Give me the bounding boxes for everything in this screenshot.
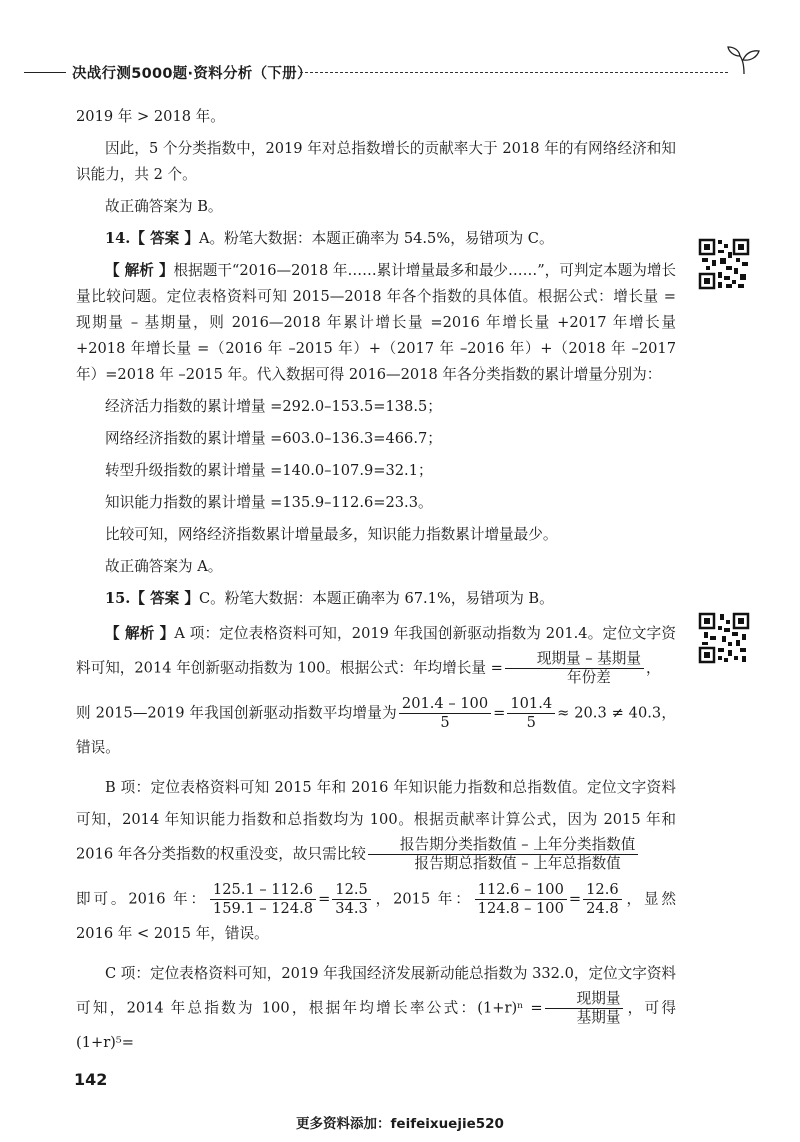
option-a-text: A 项：定位表格资料可知，2019 年我国创新驱动指数为 201.4。定位文字资料可知，2014 年创新驱动指数为 100。根据公式：年均增长量 = xyxy=(76,625,676,677)
q15-answer xyxy=(76,586,676,612)
fraction-numerator: 报告期分类指数值 – 上年分类指数值 xyxy=(368,836,638,855)
equals-sign: = xyxy=(568,890,582,908)
paragraph: 因此，5 个分类指数中，2019 年对总指数增长的贡献率大于 2018 年的有网络经济和知识能力，共 2 个。 xyxy=(76,140,676,183)
fraction-denominator: 基期量 xyxy=(576,1009,621,1026)
option-b-text: ，2015 年： xyxy=(372,890,473,908)
fraction-numerator: 12.6 xyxy=(583,881,622,900)
fraction-numerator: 12.5 xyxy=(332,881,371,900)
paragraph: 2019 年 > 2018 年。 xyxy=(76,108,225,125)
option-b-text: ，显然 2016 年 < 2015 年，错误。 xyxy=(76,890,676,942)
equals-sign: = xyxy=(493,704,506,722)
calc-line: 转型升级指数的累计增量 =140.0–107.9=32.1； xyxy=(105,462,433,479)
analysis-label: 【 解析 】 xyxy=(105,625,175,642)
option-c-text: C 项：定位表格资料可知，2019 年我国经济发展新动能总指数为 332.0，定位文字资料可知，2014 年总指数为 100，根据年均增长率公式：(1+r)ⁿ = xyxy=(76,965,677,1017)
calc-line: 比较可知，网络经济指数累计增量最多，知识能力指数累计增量最少。 xyxy=(105,526,558,543)
fraction-numerator: 101.4 xyxy=(507,695,555,714)
q14-answer xyxy=(76,226,676,252)
calc-line: 故正确答案为 A。 xyxy=(105,558,223,575)
fraction-denominator: 34.3 xyxy=(335,900,368,917)
fraction-numerator: 125.1 – 112.6 xyxy=(210,881,316,900)
fraction xyxy=(583,881,622,918)
fraction-denominator: 124.8 – 100 xyxy=(477,900,564,917)
option-b-text: B 项：定位表格资料可知 2015 年和 2016 年知识能力指数和总指数值。定位文字资料可知，2014 年知识能力指数和总指数均为 100。根据贡献率计算公式，因为 2015 年和 2016 年各分类指数的权重没变，故只需比较 xyxy=(76,779,676,863)
fraction xyxy=(507,695,555,732)
fraction-numerator: 现期量 – 基期量 xyxy=(505,650,644,669)
option-a-text: 则 2015—2019 年我国创新驱动指数平均增量为 xyxy=(76,704,397,722)
answer-text: C。粉笔大数据：本题正确率为 67.1%，易错项为 B。 xyxy=(198,590,554,607)
fraction-denominator: 报告期总指数值 – 上年总指数值 xyxy=(414,855,621,872)
header-rule-left xyxy=(24,72,66,73)
sprout-icon xyxy=(724,44,764,76)
q15-option-b xyxy=(76,772,676,873)
answer-label: 14.【 答案 】 xyxy=(105,230,199,247)
fraction-denominator: 159.1 – 124.8 xyxy=(212,900,314,917)
calc-line: 知识能力指数的累计增量 =135.9–112.6=23.3。 xyxy=(105,494,433,511)
footer-contact: 更多资料添加：feifeixuejie520 xyxy=(296,1116,504,1132)
option-c-text: ，可得 (1+r)⁵= xyxy=(76,999,676,1051)
fraction xyxy=(210,881,316,918)
equals-sign: = xyxy=(318,890,331,908)
fraction xyxy=(505,650,644,687)
book-title: 决战行测5000题·资料分析（下册） xyxy=(72,66,312,82)
q15-option-c xyxy=(76,958,676,1059)
fraction xyxy=(399,695,491,732)
q14-analysis xyxy=(76,258,676,388)
fraction xyxy=(475,881,567,918)
qr-code-icon xyxy=(698,610,750,666)
page-content xyxy=(76,104,676,1067)
page-number: 142 xyxy=(74,1070,108,1089)
header-rule-right xyxy=(300,72,728,73)
fraction-denominator: 24.8 xyxy=(586,900,619,917)
fraction xyxy=(332,881,371,918)
fraction-denominator: 年份差 xyxy=(566,669,611,686)
q15-option-b-calc xyxy=(76,881,676,950)
fraction xyxy=(545,990,624,1027)
analysis-text: 根据题干“2016—2018 年……累计增量最多和最少……”，可判定本题为增长量比较问题。定位表格资料可知 2015—2018 年各个指数的具体值。根据公式：增长量 = 现期量 – 基期量，则 2016—2018 年累计增长量 =2016 年增长量 +2017 年增长量 +2018 年增长量 =（2016 年 –2015 年）+（2017 年 –2016 年）+（2018 年 –2017 年）=2018 年 –2015 年。代入数据可得 2016—2018 年各分类指数的累计增量分别为： xyxy=(76,262,677,383)
fraction-numerator: 112.6 – 100 xyxy=(475,881,567,900)
fraction-numerator: 现期量 xyxy=(545,990,624,1009)
option-a-text: ， xyxy=(645,659,661,677)
q15-option-a xyxy=(76,618,676,687)
fraction-denominator: 5 xyxy=(526,714,536,731)
qr-code-icon xyxy=(698,236,750,292)
q15-option-a-calc xyxy=(76,695,676,764)
fraction xyxy=(368,836,638,873)
answer-label: 15.【 答案 】 xyxy=(105,590,199,607)
analysis-label: 【 解析 】 xyxy=(105,262,174,279)
answer-text: A。粉笔大数据：本题正确率为 54.5%，易错项为 C。 xyxy=(198,230,554,247)
running-header xyxy=(0,58,800,88)
calc-line: 经济活力指数的累计增量 =292.0–153.5=138.5； xyxy=(105,398,442,415)
calc-line: 网络经济指数的累计增量 =603.0–136.3=466.7； xyxy=(105,430,442,447)
paragraph: 故正确答案为 B。 xyxy=(105,198,223,215)
fraction-numerator: 201.4 – 100 xyxy=(399,695,491,714)
option-b-text: 即可。2016 年： xyxy=(76,890,208,908)
option-a-text: ≈ 20.3 ≠ 40.3，错误。 xyxy=(76,704,676,756)
fraction-denominator: 5 xyxy=(440,714,450,731)
